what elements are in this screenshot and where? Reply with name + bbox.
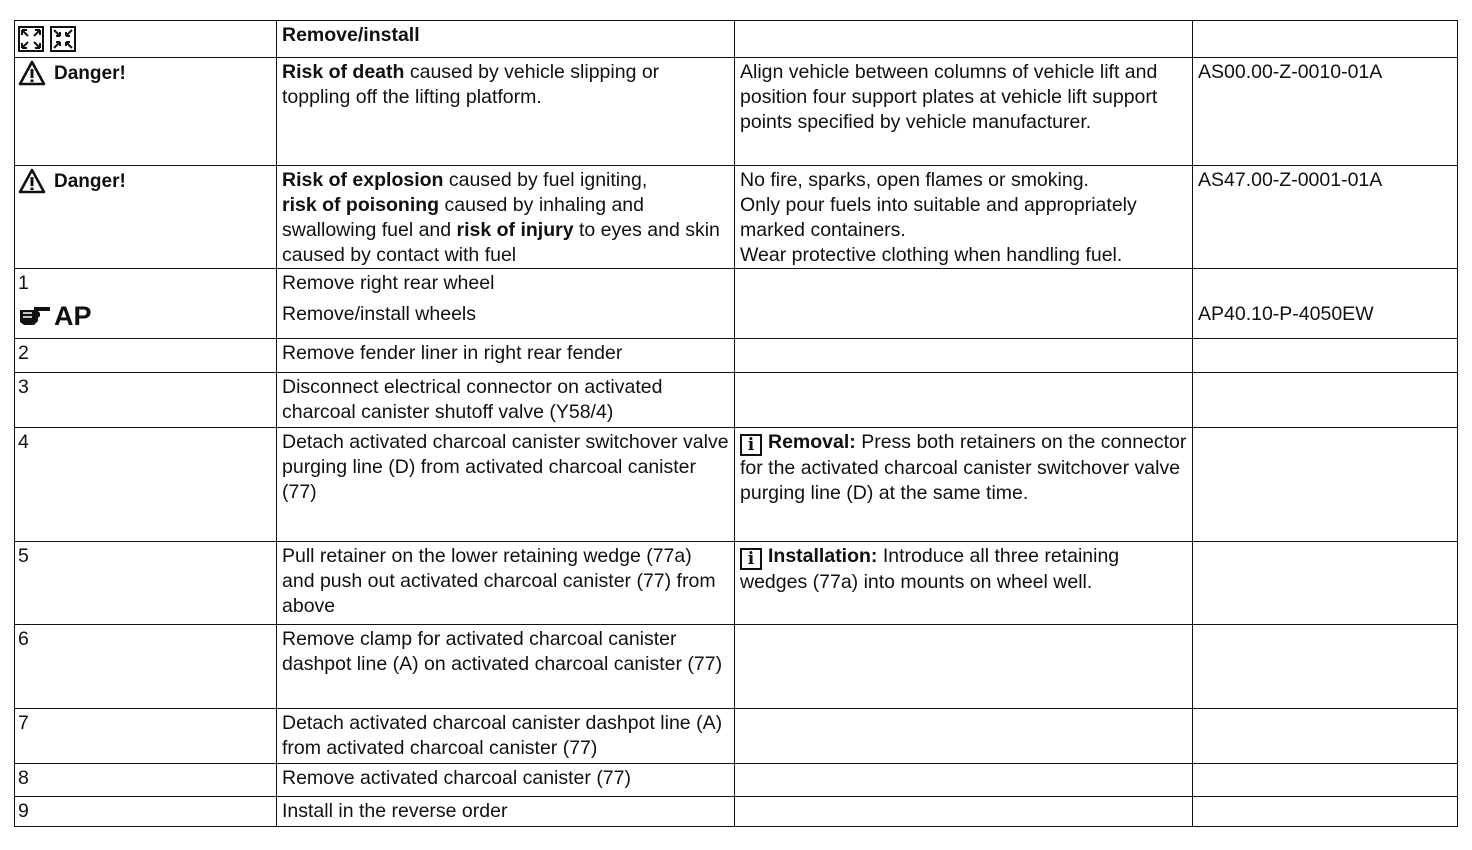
step-number: 9 — [15, 797, 277, 827]
danger-row-fuel — [15, 166, 1458, 269]
step-row-1 — [15, 269, 1458, 339]
step-row-6 — [15, 625, 1458, 709]
step-row-8 — [15, 764, 1458, 797]
step-text: Install in the reverse order — [277, 797, 735, 827]
step-row-5 — [15, 542, 1458, 625]
expand-icon[interactable] — [18, 26, 44, 52]
risk-text: caused by vehicle slipping or toppling off the lifting platform. — [282, 61, 660, 108]
ap-link-label[interactable]: AP — [54, 301, 92, 331]
step-text: Remove fender liner in right rear fender — [277, 339, 735, 373]
step-text: Pull retainer on the lower retaining wedge (77a) and push out activated charcoal canister (77) from above — [277, 542, 735, 625]
warning-triangle-icon — [18, 60, 46, 86]
safety-measure: Wear protective clothing when handling fuel. — [740, 244, 1123, 266]
risk-text: caused by fuel igniting, — [443, 169, 648, 191]
header-row — [15, 21, 1458, 58]
step-number: 5 — [15, 542, 277, 625]
step-row-4 — [15, 428, 1458, 542]
step-number: 4 — [15, 428, 277, 542]
step-row-7 — [15, 709, 1458, 764]
info-icon: i — [740, 434, 762, 456]
step-text: Remove activated charcoal canister (77) — [277, 764, 735, 797]
safety-measure: Only pour fuels into suitable and appropriately marked containers. — [740, 194, 1137, 241]
danger-label: Danger! — [54, 62, 126, 84]
step-row-9 — [15, 797, 1458, 827]
step-number: 8 — [15, 764, 277, 797]
step-text: Detach activated charcoal canister switchover valve purging line (D) from activated charcoal canister (77) — [277, 428, 735, 542]
step-text: Disconnect electrical connector on activated charcoal canister shutoff valve (Y58/4) — [277, 373, 735, 428]
step-text: Remove clamp for activated charcoal canister dashpot line (A) on activated charcoal canister (77) — [277, 625, 735, 709]
note-bold: Removal: — [768, 431, 856, 453]
step-row-2 — [15, 339, 1458, 373]
collapse-icon[interactable] — [50, 26, 76, 52]
note-bold: Installation: — [768, 545, 878, 567]
step-number: 1 — [18, 272, 29, 294]
info-icon: i — [740, 548, 762, 570]
step-number: 3 — [15, 373, 277, 428]
step-number: 7 — [15, 709, 277, 764]
document-reference[interactable]: AS00.00-Z-0010-01A — [1193, 58, 1458, 166]
step-row-3 — [15, 373, 1458, 428]
danger-label: Danger! — [54, 170, 126, 192]
step-text: Remove right rear wheel — [282, 272, 495, 294]
warning-triangle-icon — [18, 168, 46, 194]
risk-text: to eyes and skin caused by contact with fuel — [282, 219, 720, 266]
safety-measure: Align vehicle between columns of vehicle lift and position four support plates at vehicle lift support points specified by vehicle manufacturer. — [735, 58, 1193, 166]
procedure-table — [14, 20, 1458, 827]
note-text: Press both retainers on the connector for the activated charcoal canister switchover valve purging line (D) at the same time. — [740, 431, 1187, 504]
safety-measure: No fire, sparks, open flames or smoking. — [740, 169, 1089, 191]
document-reference[interactable]: AS47.00-Z-0001-01A — [1193, 166, 1458, 269]
step-number: 2 — [15, 339, 277, 373]
danger-row-lift — [15, 58, 1458, 166]
pointing-hand-icon — [18, 304, 52, 328]
note-text: Introduce all three retaining wedges (77a) into mounts on wheel well. — [740, 545, 1120, 593]
header-title: Remove/install — [277, 21, 735, 58]
step-text: Detach activated charcoal canister dashpot line (A) from activated charcoal canister (77) — [277, 709, 735, 764]
ap-link-text[interactable]: Remove/install wheels — [282, 303, 477, 325]
risk-text: caused by inhaling and swallowing fuel and — [282, 194, 644, 241]
step-number: 6 — [15, 625, 277, 709]
document-reference[interactable]: AP40.10-P-4050EW — [1198, 303, 1374, 325]
risk-bold: Risk of explosion — [282, 169, 444, 191]
risk-bold: risk of poisoning — [282, 194, 440, 216]
risk-bold: Risk of death — [282, 61, 405, 83]
risk-bold: risk of injury — [456, 219, 574, 241]
